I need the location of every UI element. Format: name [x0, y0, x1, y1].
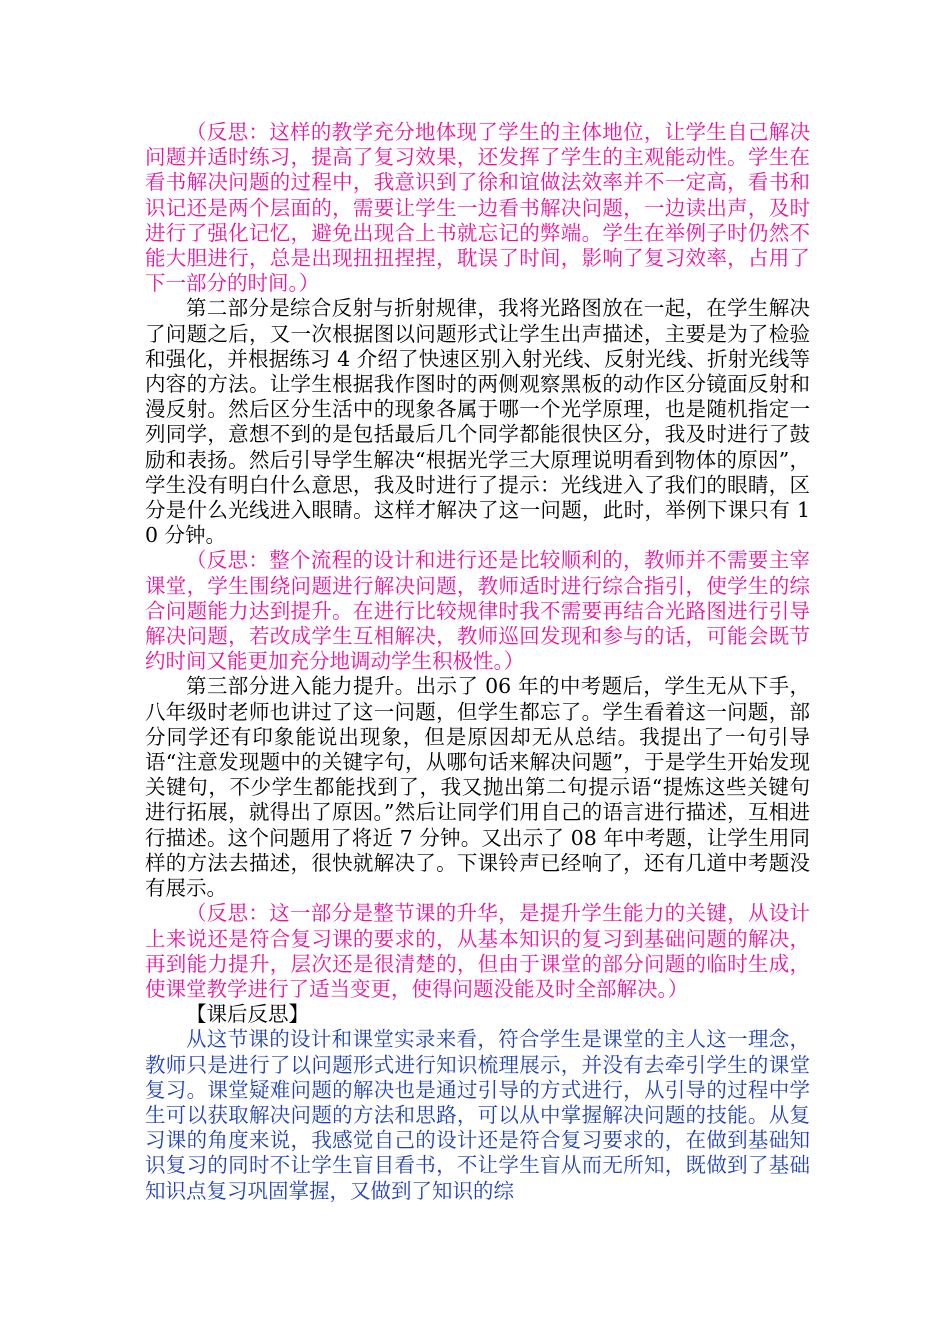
body-paragraph-part-2: 第二部分是综合反射与折射规律，我将光路图放在一起，在学生解决了问题之后，又一次根据图以问题形式让学生出声描述，主要是为了检验和强化，并根据练习 4 介绍了快速区别入射光线、反射光线、折射光线等内容的方法。让学生根据我作图时的两侧观察黑板的动作区分镜面反射和漫反射。然后区分生活中的现象各属于哪一个光学原理，也是随机指定一列同学，意想不到的是包括最后几个同学都能很快区分，我及时进行了鼓励和表扬。然后引导学生解决“根据光学三大原理说明看到物体的原因”，学生没有明白什么意思，我及时进行了提示：光线进入了我们的眼睛，区分是什么光线进入眼睛。这样才解决了这一问题，此时，举例下课只有 10 分钟。: [145, 296, 810, 548]
summary-paragraph: 从这节课的设计和课堂实录来看，符合学生是课堂的主人这一理念，教师只是进行了以问题形式进行知识梳理展示，并没有去牵引学生的课堂复习。课堂疑难问题的解决也是通过引导的方式进行，从引导的过程中学生可以获取解决问题的方法和思路，可以从中掌握解决问题的技能。从复习课的角度来说，我感觉自己的设计还是符合复习要求的，在做到基础知识复习的同时不让学生盲目看书，不让学生盲从而无所知，既做到了基础知识点复习巩固掌握，又做到了知识的综: [145, 1027, 810, 1203]
reflection-paragraph-1: （反思：这样的教学充分地体现了学生的主体地位，让学生自己解决问题并适时练习，提高了复习效果，还发挥了学生的主观能动性。学生在看书解决问题的过程中，我意识到了徐和谊做法效率并不一定高，看书和识记还是两个层面的，需要让学生一边看书解决问题，一边读出声，及时进行了强化记忆，避免出现合上书就忘记的弊端。学生在举例子时仍然不能大胆进行，总是出现扭扭捏捏，耽误了时间，影响了复习效率，占用了下一部分的时间。）: [145, 120, 810, 296]
section-heading-after-class: 【课后反思】: [186, 1002, 309, 1027]
document-page: [145, 120, 810, 1204]
reflection-paragraph-2: （反思：整个流程的设计和进行还是比较顺利的，教师并不需要主宰课堂，学生围绕问题进行解决问题，教师适时进行综合指引，使学生的综合问题能力达到提升。在进行比较规律时我不需要再结合光路图进行引导解决问题，若改成学生互相解决，教师巡回发现和参与的话，可能会既节约时间又能更加充分地调动学生积极性。）: [145, 548, 810, 674]
body-paragraph-part-3: 第三部分进入能力提升。出示了 06 年的中考题后，学生无从下手，八年级时老师也讲过了这一问题，但学生都忘了。学生看着这一问题，部分同学还有印象能说出现象，但是原因却无从总结。我提出了一句引导语“注意发现题中的关键字句，从哪句话来解决问题”，于是学生开始发现关键句，不少学生都能找到了，我又抛出第二句提示语“提炼这些关键句进行拓展，就得出了原因。”然后让同学们用自己的语言进行描述，互相进行描述。这个问题用了将近 7 分钟。又出示了 08 年中考题，让学生用同样的方法去描述，很快就解决了。下课铃声已经响了，还有几道中考题没有展示。: [145, 674, 810, 901]
reflection-paragraph-3: （反思：这一部分是整节课的升华，是提升学生能力的关键，从设计上来说还是符合复习课的要求的，从基本知识的复习到基础问题的解决，再到能力提升，层次还是很清楚的，但由于课堂的部分问题的临时生成，使课堂教学进行了适当变更，使得问题没能及时全部解决。）: [145, 901, 810, 1001]
